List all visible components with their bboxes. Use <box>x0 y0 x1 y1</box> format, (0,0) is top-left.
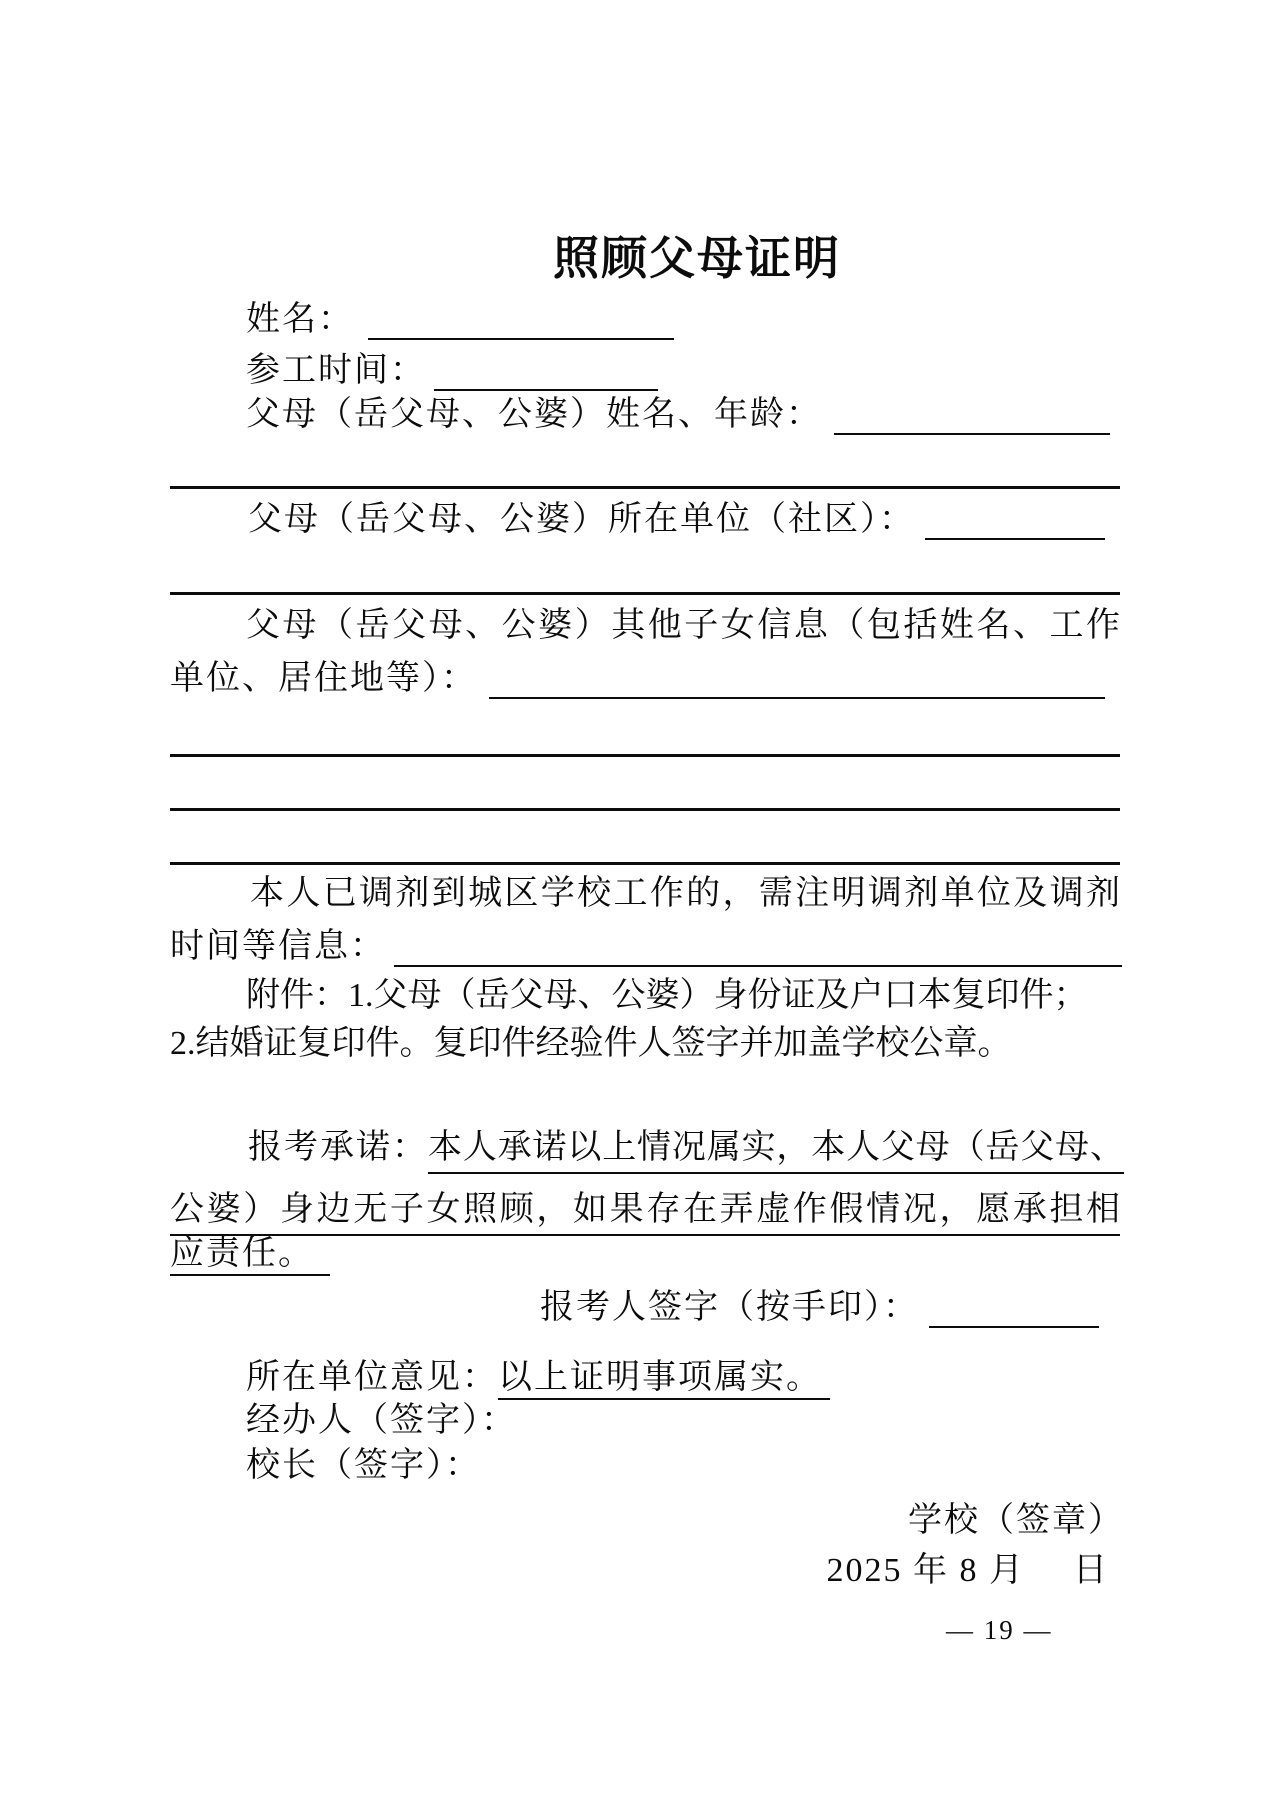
transfer-note-line2-label: 时间等信息： <box>170 928 386 965</box>
other-children-line1: 父母（岳父母、公婆）其他子女信息（包括姓名、工作 <box>246 607 1120 644</box>
parents-name-age-row <box>246 393 1110 437</box>
other-children-input-line <box>489 697 1105 699</box>
parents-unit-input-line <box>925 538 1105 540</box>
attachments-line2: 2.结婚证复印件。复印件经验件人签字并加盖学校公章。 <box>170 1025 1012 1062</box>
date-row <box>827 1549 1110 1593</box>
name-row <box>246 298 674 342</box>
start-work-row <box>246 349 658 393</box>
school-seal-label: 学校（签章） <box>908 1502 1124 1539</box>
attachments-line1: 附件：1.父母（岳父母、公婆）身份证及户口本复印件； <box>246 977 1088 1014</box>
pledge-row2 <box>170 1188 1120 1236</box>
date-text: 2025 年 8 月 <box>826 1552 1025 1589</box>
pledge-row3 <box>170 1232 330 1276</box>
transfer-note-row2 <box>170 925 1122 969</box>
unit-opinion-label: 所在单位意见： <box>246 1359 498 1396</box>
handler-sign-label: 经办人（签字）： <box>246 1402 517 1439</box>
blank-write-line <box>170 592 1120 595</box>
principal-sign-label: 校长（签字）： <box>246 1447 481 1484</box>
pledge-row1 <box>248 1126 1124 1174</box>
page-number: — 19 — <box>946 1615 1053 1645</box>
name-label: 姓名： <box>246 301 354 338</box>
start-work-input-line <box>434 389 658 391</box>
blank-write-line <box>170 754 1120 757</box>
unit-opinion-row <box>246 1356 830 1400</box>
start-work-label: 参工时间： <box>246 352 426 389</box>
unit-opinion-text-underlined: 以上证明事项属实。 <box>498 1359 830 1400</box>
applicant-sign-label: 报考人签字（按手印）： <box>540 1289 919 1326</box>
pledge-line2-underlined: 公婆）身边无子女照顾，如果存在弄虚作假情况，愿承担相 <box>170 1188 1120 1236</box>
document-title: 照顾父母证明 <box>553 233 841 284</box>
date-day-suffix: 日 <box>1073 1552 1109 1589</box>
name-input-line <box>368 338 674 340</box>
other-children-row2 <box>170 657 1105 701</box>
parents-unit-label: 父母（岳父母、公婆）所在单位（社区）： <box>248 501 915 538</box>
transfer-note-line1: 本人已调剂到城区学校工作的，需注明调剂单位及调剂 <box>250 875 1120 912</box>
pledge-label: 报考承诺： <box>248 1129 428 1166</box>
parents-name-age-label: 父母（岳父母、公婆）姓名、年龄： <box>246 396 822 433</box>
blank-write-line <box>170 862 1120 865</box>
pledge-line1-underlined: 本人承诺以上情况属实，本人父母（岳父母、 <box>428 1126 1124 1174</box>
parents-name-age-input-line <box>834 433 1110 435</box>
other-children-line2-label: 单位、居住地等）： <box>170 660 477 697</box>
blank-write-line <box>170 486 1120 489</box>
transfer-note-input-line <box>394 965 1122 967</box>
blank-write-line <box>170 808 1120 811</box>
applicant-sign-input-line <box>929 1326 1099 1328</box>
parents-unit-row <box>248 498 1105 542</box>
applicant-sign-row <box>540 1286 1099 1330</box>
pledge-line3-underlined: 应责任。 <box>170 1235 330 1276</box>
